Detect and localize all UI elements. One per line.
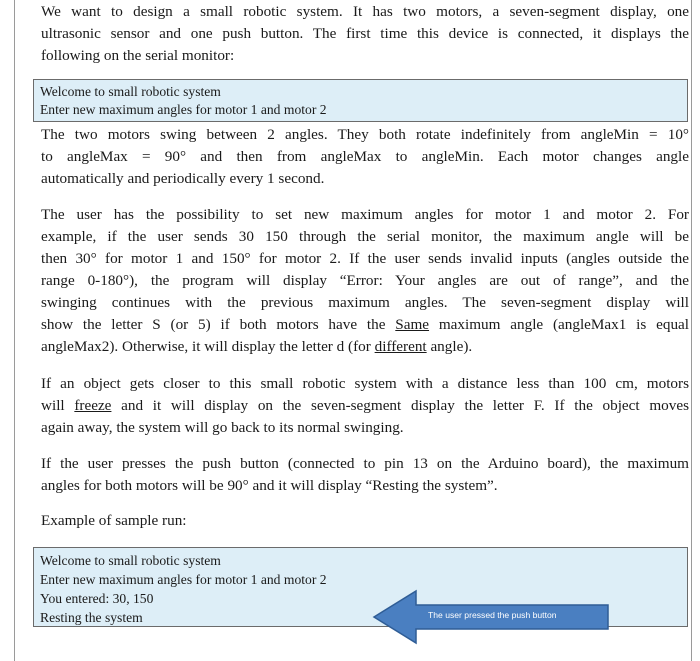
- user-paragraph: [41, 204, 689, 358]
- object-line-2b: and it will display on the seven-segment display the letter F. If the object moves: [111, 397, 689, 414]
- user-line-7: [41, 336, 689, 358]
- monitor-line: Enter new maximum angles for motor 1 and motor 2: [40, 102, 327, 117]
- user-line-6a: show the letter S (or 5) if both motors have the: [41, 316, 396, 333]
- same-underlined: Same: [395, 316, 430, 333]
- object-line-3: again away, the system will go back to its normal swinging.: [41, 419, 404, 436]
- monitor-line: You entered: 30, 150: [40, 591, 154, 606]
- arrow-label: The user pressed the push button: [428, 610, 557, 620]
- object-line-1: If an object gets closer to this small robotic system with a distance less than 100 cm, motors: [41, 375, 689, 392]
- swing-line-2: to angleMax = 90° and then from angleMax to angleMin. Each motor changes angle: [41, 148, 689, 165]
- serial-monitor-box-1: [33, 79, 688, 122]
- object-line-2a: will: [41, 397, 75, 414]
- intro-line-3: following on the serial monitor:: [41, 47, 235, 64]
- button-line-1: If the user presses the push button (connected to pin 13 on the Arduino board), the maximum: [41, 455, 689, 472]
- different-underlined: different: [374, 338, 427, 355]
- monitor-line: Enter new maximum angles for motor 1 and motor 2: [40, 572, 327, 587]
- user-line-1: The user has the possibility to set new maximum angles for motor 1 and motor 2. For: [41, 206, 689, 223]
- user-line-7a: angleMax2). Otherwise, it will display the letter d (for: [41, 338, 375, 355]
- object-line-2: [41, 395, 689, 417]
- monitor-line: Resting the system: [40, 610, 143, 625]
- example-heading-text: Example of sample run:: [41, 512, 187, 529]
- example-heading: [41, 510, 689, 532]
- user-line-5: swinging continues with the previous maximum angles. The seven-segment display will: [41, 294, 689, 311]
- user-line-6: [41, 314, 689, 336]
- user-line-3: then 30° for motor 1 and 150° for motor 2. If the user sends invalid inputs (angles outside the: [41, 250, 689, 267]
- document-page: [14, 0, 692, 661]
- swing-paragraph: [41, 124, 689, 190]
- intro-line-2: ultrasonic sensor and one push button. The first time this device is connected, it displays the: [41, 25, 689, 42]
- user-line-7b: angle).: [426, 338, 473, 355]
- user-line-4: range 0-180°), the program will display “Error: Your angles are out of range”, and the: [41, 272, 689, 289]
- intro-line-1: We want to design a small robotic system. It has two motors, a seven-segment display, one: [41, 3, 689, 20]
- intro-paragraph: [41, 1, 689, 67]
- user-line-2: example, if the user sends 30 150 through the serial monitor, the maximum angle will be: [41, 228, 689, 245]
- monitor-line: Welcome to small robotic system: [40, 553, 221, 568]
- freeze-underlined: freeze: [74, 397, 112, 414]
- button-line-2: angles for both motors will be 90° and it will display “Resting the system”.: [41, 477, 498, 494]
- button-paragraph: [41, 453, 689, 497]
- monitor-line: Welcome to small robotic system: [40, 84, 221, 99]
- swing-line-3: automatically and periodically every 1 second.: [41, 170, 325, 187]
- object-paragraph: [41, 373, 689, 439]
- user-line-6b: maximum angle (angleMax1 is equal: [429, 316, 689, 333]
- swing-line-1: The two motors swing between 2 angles. They both rotate indefinitely from angleMin = 10°: [41, 126, 689, 143]
